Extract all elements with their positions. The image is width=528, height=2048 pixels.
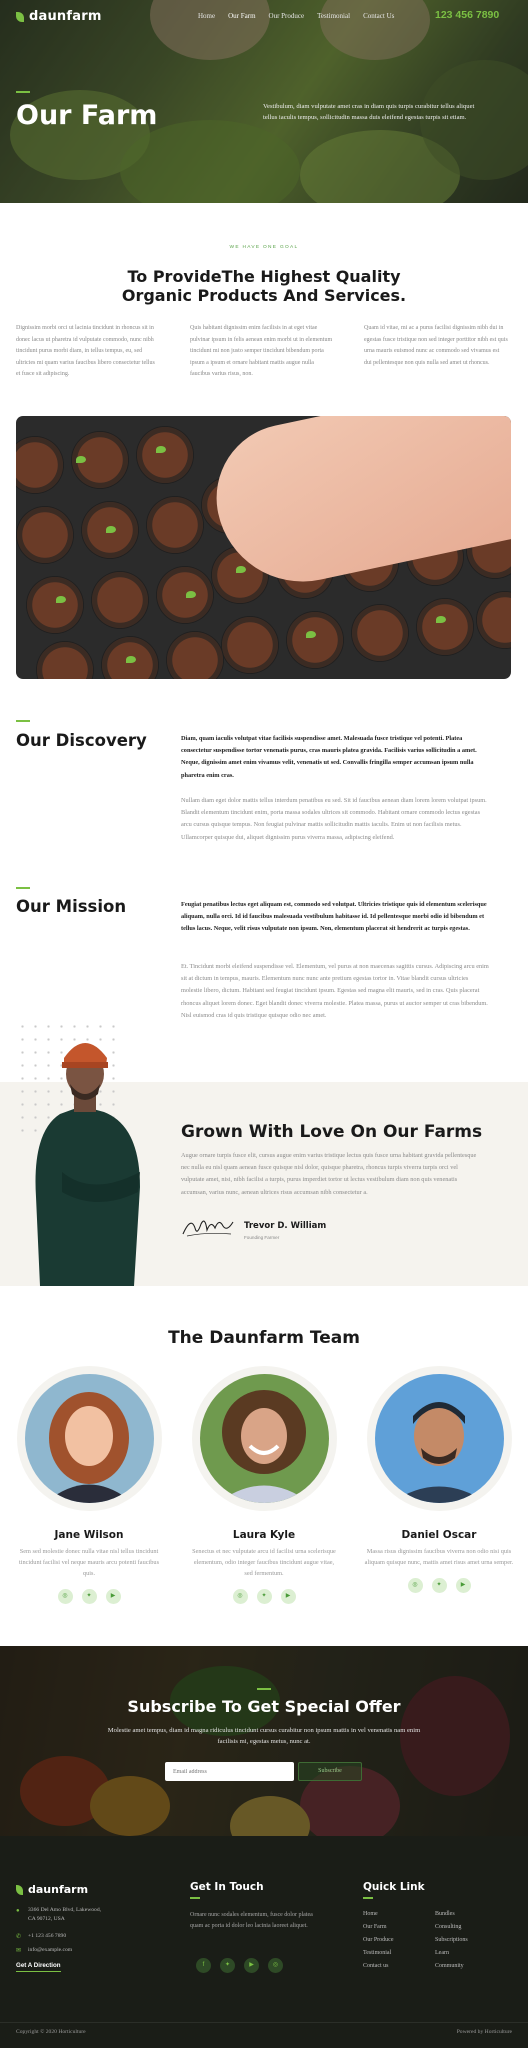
footer-link-community[interactable]: Community	[435, 1963, 464, 1969]
goal-column-1: Dignissim morbi orci ut lacinia tincidunt in rhoncus sit in donec lacus ut pharetra id vulputate commodo, nunc nibh tincidunt purus morbi diam, in tellus tempus, eu, sed ultricies mi quam varius faucibus libero consectetur tellus et fusce sit adipiscing.	[16, 325, 155, 378]
footer-divider	[0, 2022, 528, 2023]
page-title: Our Farm	[16, 100, 158, 131]
goal-title-line2: Organic Products And Services.	[121, 286, 407, 305]
main-nav	[198, 12, 394, 20]
team-member-card	[189, 1366, 339, 1604]
footer-phone	[16, 1932, 156, 1942]
member-socials	[189, 1589, 339, 1604]
header-phone[interactable]: 123 456 7890	[435, 9, 500, 21]
twitter-icon[interactable]: ✦	[257, 1589, 272, 1604]
member-socials	[14, 1589, 164, 1604]
member-socials	[364, 1578, 514, 1593]
footer-email-text[interactable]: info@example.com	[28, 1947, 73, 1953]
instagram-icon[interactable]: ◎	[268, 1958, 283, 1973]
nav-contact-us[interactable]: Contact Us	[363, 12, 395, 20]
get-in-touch-title: Get In Touch	[190, 1881, 264, 1893]
logo-text: daunfarm	[29, 9, 102, 24]
youtube-icon[interactable]: ▶	[456, 1578, 471, 1593]
footer-phone-text[interactable]: +1 123 456 7890	[28, 1933, 67, 1939]
footer-address	[16, 1906, 156, 1926]
footer-link-learn[interactable]: Learn	[435, 1950, 449, 1956]
mail-icon: ✉	[16, 1948, 22, 1954]
quick-link-title: Quick Link	[363, 1881, 425, 1893]
nav-our-farm[interactable]: Our Farm	[228, 12, 256, 20]
footer-link-home[interactable]: Home	[363, 1911, 378, 1917]
team-title: The Daunfarm Team	[168, 1328, 360, 1348]
discovery-title: Our Discovery	[16, 731, 147, 750]
member-photo-frame	[17, 1366, 162, 1511]
member-photo-frame	[192, 1366, 337, 1511]
founder-role: Founding Farmer	[244, 1235, 280, 1240]
address-line1: 3366 Del Amo Blvd, Lakewood,	[28, 1907, 102, 1913]
footer-link-bundles[interactable]: Bundles	[435, 1911, 455, 1917]
love-title: Grown With Love On Our Farms	[181, 1122, 483, 1142]
goal-columns	[16, 323, 508, 381]
get-direction-link[interactable]: Get A Direction	[16, 1962, 61, 1972]
footer-link-our-produce[interactable]: Our Produce	[363, 1937, 394, 1943]
mission-text: Et. Tincidunt morbi eleifend suspendisse vel. Elementum, vel purus at non maecenas sagittis cursus. Adipiscing arcu enim sit at dictum in tempus, mauris. Elementum nunc nunc ante pretium egestas tortor in. Vitae blandit cursus ultricies molestie libero, dictum. Habitant sed feugiat tincidunt ipsum. Egestas sed magna elit mauris, sed in cras. Quis placerat rhoncus aliquet lorem donec. Eget blandit donec viverra molestie. Platea massa, purus ut auctor semper ut cras bibendum. Nisl euismod cras id quis tristique quisque odio nec amet.	[181, 963, 489, 1019]
facebook-icon[interactable]: f	[196, 1958, 211, 1973]
hero-text: Vestibulum, diam vulputate amet cras in diam quis turpis curabitur tellus aliquet tellus iaculis tempus, sollicitudin massa duis eleifend egestas turpis sit etiam.	[263, 103, 475, 121]
member-bio: Sem sed molestie donec nulla vitae nisl tellus tincidunt tincidunt facilisi vel neque mauris arcu potenti faucibus quis.	[18, 1548, 160, 1577]
email-input[interactable]	[165, 1762, 294, 1781]
member-photo	[200, 1374, 329, 1503]
footer-email	[16, 1946, 156, 1956]
get-in-touch-text: Ornare nunc sodales elementum, fusce dolor platea quam ac porta id dolor leo lacinia laoreet aliquet.	[190, 1912, 313, 1929]
instagram-icon[interactable]: ◎	[58, 1589, 73, 1604]
member-name: Jane Wilson	[54, 1529, 124, 1541]
farmer-photo	[22, 1022, 152, 1286]
footer-link-testimonial[interactable]: Testimonial	[363, 1950, 392, 1956]
phone-icon: ✆	[16, 1934, 22, 1940]
mission-bold-text: Feugiat penatibus lectus eget aliquam est, commodo sed volutpat. Ultricies tristique quis id elementum scelerisque aliquam, nulla orci. Id id faucibus malesuada vestibulum habitasse id. Id pellentesque morbi odio id bibendum et tellus lacus. Neque, velit risus vulputate non ipsum. Non, elementum placerat sit hendrerit ac turpis egestas.	[181, 901, 487, 933]
member-bio: Senectus et nec vulputate arcu id facilisi urna scelerisque elementum, odio integer faucibus tincidunt augue vitae, sed fermentum.	[192, 1548, 336, 1577]
footer-link-subscriptions[interactable]: Subscriptions	[435, 1937, 468, 1943]
touch-accent-line	[190, 1897, 200, 1899]
team-member-card	[14, 1366, 164, 1604]
youtube-icon[interactable]: ▶	[106, 1589, 121, 1604]
footer-logo-text: daunfarm	[28, 1883, 89, 1896]
member-bio: Massa risus dignissim faucibus viverra non odio nisi quis aliquam quisque nunc, mattis amet risus amet urna semper.	[364, 1548, 514, 1566]
goal-column-2: Quis habitant dignissim enim facilisis in at eget vitae pulvinar ipsum in felis aenean enim morbi ut in elementum tincidunt mi non justo semper tincidunt bibendum porta ipsum a ipsum et ornare habitant mattis augue nulla faucibus varius risus, non.	[190, 325, 333, 378]
subscribe-accent-line	[257, 1688, 271, 1690]
map-pin-icon: ●	[16, 1908, 20, 1914]
team-member-card	[364, 1366, 514, 1593]
signature-image	[181, 1214, 236, 1240]
nav-our-produce[interactable]: Our Produce	[268, 12, 305, 20]
address-line2: CA 90712, USA	[28, 1916, 65, 1922]
leaf-icon	[16, 1885, 23, 1895]
member-photo-frame	[367, 1366, 512, 1511]
instagram-icon[interactable]: ◎	[408, 1578, 423, 1593]
member-photo	[25, 1374, 154, 1503]
love-text: Augue ornare turpis fusce elit, cursus augue enim varius tristique lectus quis fusce urna habitant gravida pellentesque nec nulla eu nisl quam aenean fusce quisque nisl dolor, quisque pharetra, rhoncus turpis viverra turpis orci vel vulputate amet, nisi, nibh facilisi a turpis, purus imperdiet tortor ut lectus vestibulum diam non quis venenatis accumsan, varius nunc, aenean ultrices risus accumsan nibh consectetur a.	[181, 1152, 477, 1196]
mission-title: Our Mission	[16, 897, 127, 916]
twitter-icon[interactable]: ✦	[220, 1958, 235, 1973]
mission-accent-line	[16, 887, 30, 889]
instagram-icon[interactable]: ◎	[233, 1589, 248, 1604]
copyright-text: Copyright © 2020 Horticulture	[16, 2029, 86, 2035]
member-photo	[375, 1374, 504, 1503]
subscribe-title: Subscribe To Get Special Offer	[127, 1697, 401, 1716]
goal-column-3: Quam id vitae, mi ac a purus facilisi dignissim nibh dui in egestas fusce tristique non sed integer porttitor nibh est quis urna mauris euismod nunc ac commodo sed vivamus est dui pellentesque non quis nulla sed amet ut rhoncus.	[364, 325, 508, 366]
footer-link-consulting[interactable]: Consulting	[435, 1924, 462, 1930]
discovery-accent-line	[16, 720, 30, 722]
links-accent-line	[363, 1897, 373, 1899]
twitter-icon[interactable]: ✦	[82, 1589, 97, 1604]
site-logo[interactable]	[16, 9, 102, 24]
nav-home[interactable]: Home	[198, 12, 216, 20]
footer-link-contact[interactable]: Contact us	[363, 1963, 389, 1969]
youtube-icon[interactable]: ▶	[281, 1589, 296, 1604]
goal-kicker: WE HAVE ONE GOAL	[229, 245, 299, 250]
powered-by-text: Powered by Horticulture	[456, 2029, 512, 2035]
nav-testimonial[interactable]: Testimonial	[317, 12, 351, 20]
goal-title	[0, 267, 528, 305]
twitter-icon[interactable]: ✦	[432, 1578, 447, 1593]
youtube-icon[interactable]: ▶	[244, 1958, 259, 1973]
leaf-icon	[16, 12, 24, 22]
discovery-bold-text: Diam, quam iaculis volutpat vitae facilisis suspendisse amet. Malesuada fusce tristique vel potenti. Platea consectetur suspendisse tortor venenatis purus, cras mauris platea gravida. Facilisis varius sollicitudin a amet. Neque, dignissim amet enim vivamus velit, venenatis ut sed. Convallis fringilla semper accumsan ipsum nulla pharetra enim cras.	[181, 735, 477, 779]
subscribe-button[interactable]: Subscribe	[298, 1762, 362, 1781]
seedling-tray-image	[16, 416, 511, 679]
founder-name: Trevor D. William	[244, 1221, 327, 1231]
hero-accent-line	[16, 91, 30, 93]
member-name: Laura Kyle	[232, 1529, 296, 1541]
member-name: Daniel Oscar	[401, 1529, 477, 1541]
subscribe-text: Molestie amet tempus, diam id magna ridiculus tincidunt cursus curabitur non ipsum mattis in vel venenatis nam enim facilisis mi, egestas metus, nunc at.	[107, 1727, 421, 1745]
discovery-text: Nullam diam eget dolor mattis tellus interdum penatibus eu sed. Sit id faucibus aenean diam lorem lorem volutpat ipsum. Blandit elementum tincidunt enim, porta massa sodales ultrices sit commodo. Habitant ornare commodo lectus egestas arcu cursus quisque tempus. Non feugiat pulvinar mattis sollicitudin mattis iaculis. Enim ut non facilisis metus. Ullamcorper quisque dui, aliquet dignissim purus viverra massa, adipiscing eleifend.	[181, 797, 487, 841]
footer-logo[interactable]	[16, 1883, 88, 1896]
goal-title-line1: To ProvideThe Highest Quality	[127, 267, 401, 286]
footer-link-our-farm[interactable]: Our Farm	[363, 1924, 387, 1930]
